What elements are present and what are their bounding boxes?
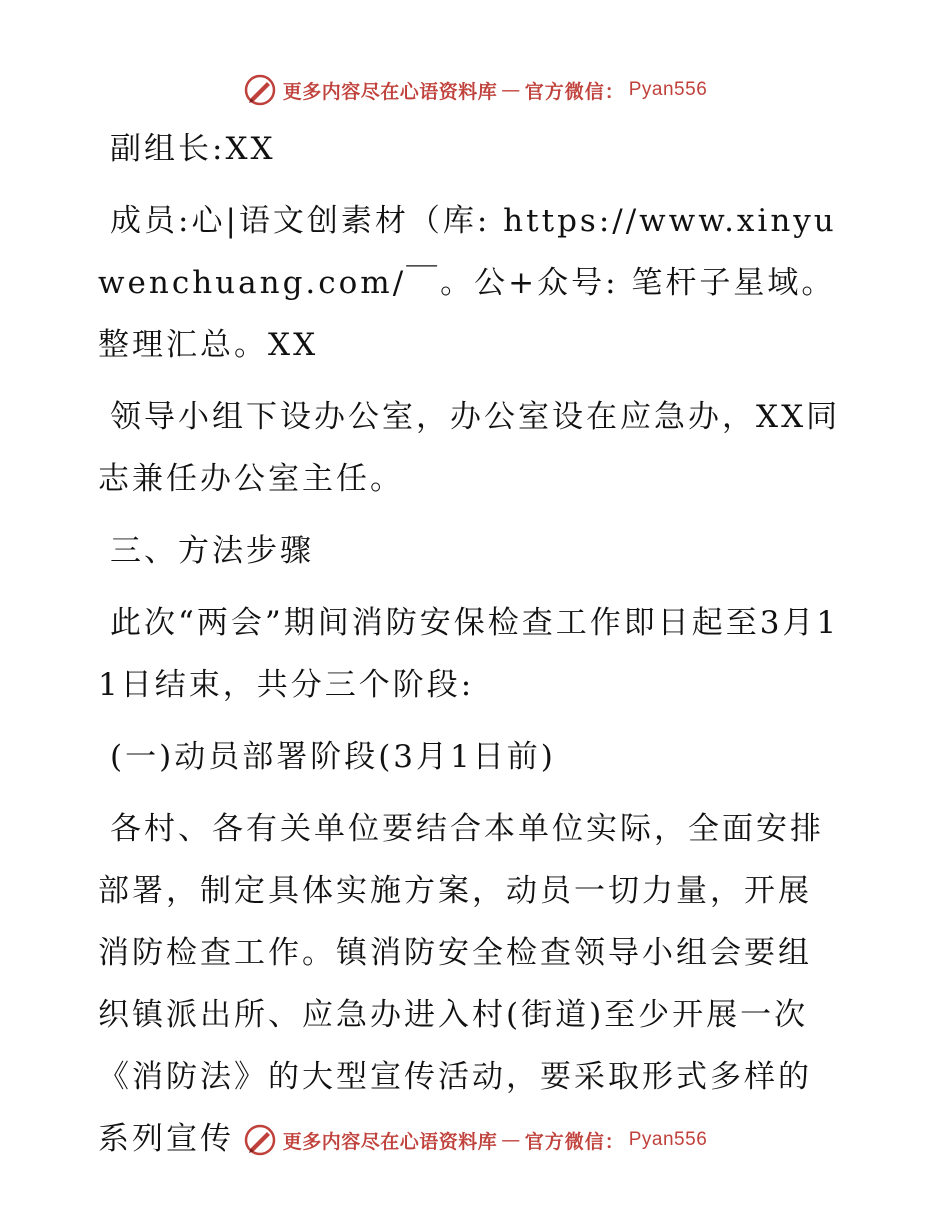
paragraph-schedule: 此次“两会”期间消防安保检查工作即日起至3月11日结束，共分三个阶段: (98, 605, 840, 703)
banner-wechat-handle: Pyan556 (628, 79, 708, 100)
paragraph-deputy-leader: 副组长:XX (110, 131, 276, 167)
banner-brand: 更多内容尽在心语资料库 (282, 1130, 498, 1153)
quill-logo-icon (243, 1123, 277, 1157)
banner-wechat-handle: Pyan556 (628, 1129, 708, 1150)
quill-logo-icon (243, 73, 277, 107)
section-heading-methods: 三、方法步骤 (110, 533, 314, 569)
document-body (98, 118, 843, 1180)
banner-dash: — (501, 1129, 521, 1151)
paragraph-members: 成员:心|语文创素材（库: https://www.xinyuwenchuang.com/￣。公+众号: 笔杆子星域。整理汇总。XX (98, 203, 837, 363)
paragraph-phase-one-body: 各村、各有关单位要结合本单位实际，全面安排部署，制定具体实施方案，动员一切力量，开展消防检查工作。镇消防安全检查领导小组会要组织镇派出所、应急办进入村(街道)至少开展一次《消防法》的大型宣传活动，要采取形式多样的系列宣传 (98, 811, 824, 1157)
banner-brand: 更多内容尽在心语资料库 (282, 80, 498, 103)
banner-dash: — (501, 79, 521, 101)
banner-wechat-label: 官方微信： (524, 80, 625, 103)
header-watermark (0, 70, 950, 110)
banner-wechat-label: 官方微信： (524, 1130, 625, 1153)
footer-watermark (0, 1120, 950, 1160)
subheading-phase-one: (一)动员部署阶段(3月1日前) (110, 739, 556, 775)
paragraph-office: 领导小组下设办公室，办公室设在应急办，XX同志兼任办公室主任。 (98, 399, 841, 497)
